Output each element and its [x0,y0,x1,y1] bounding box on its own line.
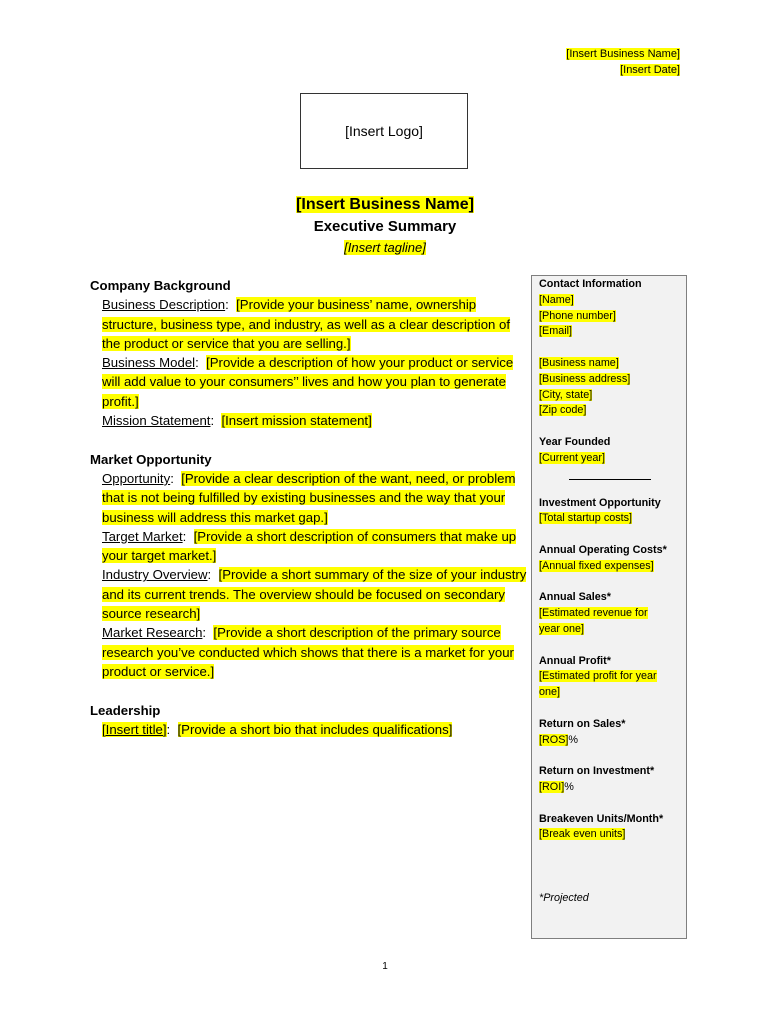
investment-value: [Total startup costs] [539,512,633,525]
doc-title: Executive Summary [313,218,457,235]
business-model-label: Business Model [102,355,196,371]
business-name-title: [Insert Business Name] [296,196,474,213]
leadership-title: [Insert title] [102,721,167,737]
sidebar-city-state: [City, state] [539,388,593,401]
business-model: Business Model: [Provide a description of how your product or service will add value to your consumers’’ lives and how you plan to generate profit.] [102,355,514,409]
contact-heading: Contact Information [539,278,642,290]
profit-value-2: one] [539,686,561,699]
target-market-label: Target Market [102,528,183,544]
contact-name: [Name] [539,293,574,306]
opportunity: Opportunity: [Provide a clear description of the want, need, or problem that is not being fulfilled by existing businesses and the way that your business will address this market gap.] [102,470,516,525]
title-block [0,195,770,258]
projected-note: *Projected [539,892,589,905]
ros-value: [ROS]% [539,733,579,746]
contact-phone: [Phone number] [539,309,616,322]
business-description: Business Description: [Provide your business’ name, ownership structure, business type, and industry, as well as a clear description of the product or service that you are selling.] [102,297,511,351]
ros-percent: % [568,733,579,746]
mission-statement: Mission Statement: [Insert mission statement] [102,413,372,429]
logo-placeholder [300,93,468,169]
year-founded-value: [Current year] [539,451,606,464]
roi-percent: % [564,780,574,793]
contact-email: [Email] [539,325,572,338]
tagline: [Insert tagline] [344,240,426,255]
sales-value-2: year one] [539,622,585,635]
business-model-text: [Provide a description of how your product or service will add value to your consumers’’ lives and how you plan to generate profit.] [102,355,514,409]
header-date: [Insert Date] [620,64,680,76]
target-market: Target Market: [Provide a short description of consumers that make up your target market.] [102,528,517,564]
main-content [90,276,530,739]
market-research-text: [Provide a short description of the primary source research you’ve conducted which shows that there is a market for your product or service.] [102,625,514,679]
business-description-label: Business Description [102,297,226,313]
document-header [566,46,680,78]
mission-statement-label: Mission Statement [102,413,211,429]
op-costs-value: [Annual fixed expenses] [539,559,654,572]
mission-statement-text: [Insert mission statement] [221,413,372,429]
sidebar-zip: [Zip code] [539,404,587,417]
industry-overview-text: [Provide a short summary of the size of your industry and its current trends. The overview should be focused on secondary source research] [102,567,527,622]
leadership-bio: [Provide a short bio that includes qualifications] [177,721,453,737]
logo-label: [Insert Logo] [345,123,423,139]
header-business-name: [Insert Business Name] [566,48,680,60]
breakeven-value: [Break even units] [539,828,626,841]
industry-overview: Industry Overview: [Provide a short summary of the size of your industry and its current trends. The overview should be focused on secondary source research] [102,567,527,622]
market-opportunity-heading: Market Opportunity [90,451,212,467]
leadership-entry: [Insert title]: [Provide a short bio that includes qualifications] [102,721,453,737]
divider [569,479,651,480]
target-market-text: [Provide a short description of consumers that make up your target market.] [102,528,517,564]
industry-overview-label: Industry Overview [102,567,208,583]
sidebar-business-name: [Business name] [539,356,619,369]
investment-heading: Investment Opportunity [539,496,661,509]
opportunity-label: Opportunity [102,470,171,486]
ros-heading: Return on Sales* [539,717,626,730]
sales-value-1: [Estimated revenue for [539,607,648,620]
year-founded-heading: Year Founded [539,435,611,448]
op-costs-heading: Annual Operating Costs* [539,543,667,556]
roi-heading: Return on Investment* [539,765,655,778]
profit-value-1: [Estimated profit for year [539,670,657,683]
company-background-heading: Company Background [90,278,231,293]
contact-sidebar [531,275,687,939]
page-number: 1 [382,961,388,972]
market-research-label: Market Research [102,625,203,641]
profit-heading: Annual Profit* [539,654,611,667]
market-research: Market Research: [Provide a short description of the primary source research you’ve conducted which shows that there is a market for your product or service.] [102,625,514,679]
business-description-text: [Provide your business’ name, ownership structure, business type, and industry, as well as a clear description of the product or service that you are selling.] [102,297,511,351]
sidebar-business-address: [Business address] [539,372,631,385]
sales-heading: Annual Sales* [539,591,612,604]
roi-value: [ROI]% [539,780,574,793]
opportunity-text: [Provide a clear description of the want, need, or problem that is not being fulfilled by existing businesses and the way that your business will address this market gap.] [102,470,516,525]
breakeven-heading: Breakeven Units/Month* [539,812,664,825]
leadership-heading: Leadership [90,702,161,718]
